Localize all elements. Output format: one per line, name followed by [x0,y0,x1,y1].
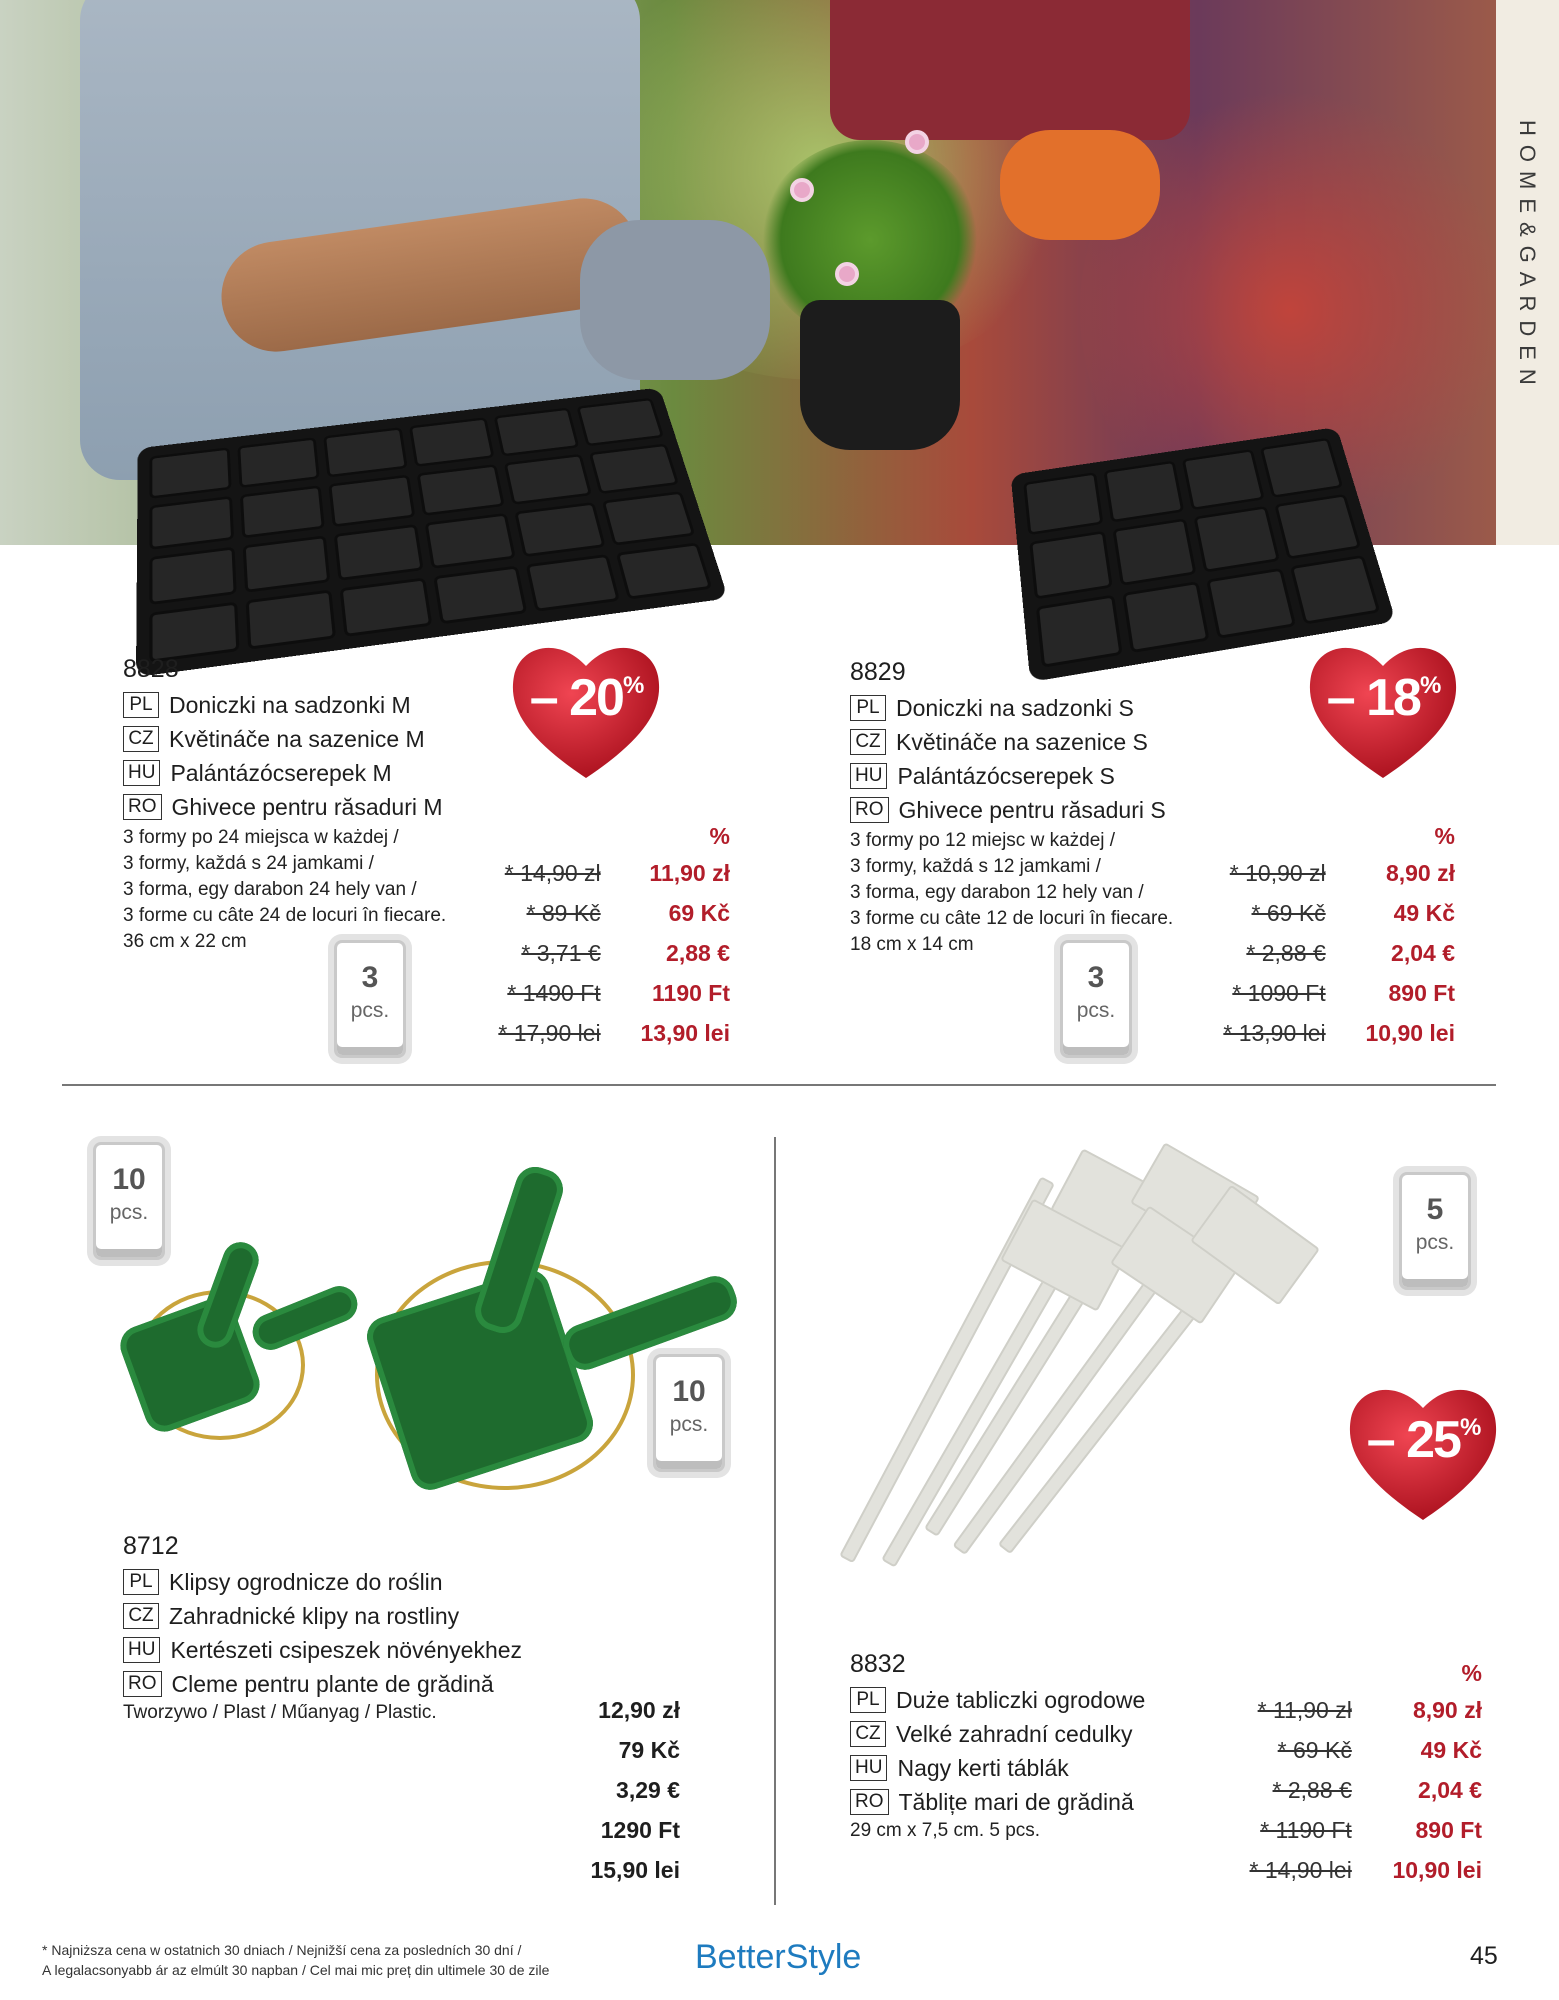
discount-heart [506,628,666,778]
pcs-unit: pcs. [1076,999,1116,1022]
product-name: Tăblițe mari de grădină [898,1789,1134,1815]
product-name: Doniczki na sadzonki M [169,692,411,718]
pcs-tag [93,1142,165,1260]
product-name: Ghivece pentru răsaduri S [898,797,1166,823]
old-price: * 13,90 lei [1223,1019,1326,1046]
product-names [123,688,443,824]
desc-line: 3 formy po 12 miejsc w każdej / [850,830,1116,851]
lang-badge: CZ [123,1603,159,1629]
footnote-line: * Najniższa cena w ostatnich 30 dniach / Nejnižší cena za posledních 30 dní / [42,1942,522,1958]
product-code: 8829 [850,658,906,686]
lang-badge: PL [850,1687,886,1713]
price-list [1195,823,1455,1053]
category-tab [1496,0,1559,545]
discount-pct-label: % [709,823,730,849]
pcs-count: 3 [1087,961,1105,994]
product-name: Palántázócserepek M [170,760,392,786]
product-name: Nagy kerti táblák [897,1755,1069,1781]
pcs-count: 10 [672,1375,706,1408]
section-divider [62,1084,1496,1086]
pcs-unit: pcs. [1415,1231,1455,1254]
old-price: * 1190 Ft [1260,1816,1352,1843]
lang-badge: HU [123,760,160,786]
product-code: 8832 [850,1650,906,1678]
pcs-unit: pcs. [669,1413,709,1436]
new-price: 11,90 zł [649,859,730,886]
lang-badge: HU [850,763,887,789]
desc-line: 3 forme cu câte 24 de locuri în fiecare. [123,905,447,926]
product-names [123,1565,522,1701]
lang-badge: PL [123,1569,159,1595]
discount-heart [1343,1370,1503,1520]
product-name: Duże tabliczki ogrodowe [896,1687,1146,1713]
new-price: 10,90 lei [1365,1019,1455,1046]
old-price: * 14,90 lei [1249,1856,1352,1883]
old-price: * 69 Kč [1251,899,1326,926]
price: 3,29 € [616,1776,680,1803]
lang-badge: RO [123,794,162,820]
lang-badge: RO [850,797,889,823]
new-price: 49 Kč [1393,899,1455,926]
flower-icon [835,262,859,286]
old-price: * 14,90 zł [504,859,601,886]
lang-badge: CZ [850,729,886,755]
product-name: Cleme pentru plante de grădină [171,1671,494,1697]
product-name: Kertészeti csipeszek növényekhez [170,1637,523,1663]
desc-line: Tworzywo / Plast / Műanyag / Plastic. [123,1702,437,1723]
orange-glove [1000,130,1160,240]
old-price: * 17,90 lei [498,1019,601,1046]
new-price: 8,90 zł [1412,1696,1482,1723]
old-price: * 3,71 € [521,939,601,966]
old-price: * 2,88 € [1246,939,1326,966]
lang-badge: RO [850,1789,889,1815]
pcs-count: 10 [112,1163,146,1196]
desc-line: 3 formy, každá s 12 jamkami / [850,856,1101,877]
product-code: 8712 [123,1532,179,1560]
pcs-tag [1399,1172,1471,1290]
pcs-count: 5 [1426,1193,1444,1226]
product-description [850,1818,1040,1844]
product-name: Palántázócserepek S [897,763,1115,789]
new-price: 2,88 € [666,939,730,966]
pcs-count: 3 [361,961,379,994]
lang-badge: HU [850,1755,887,1781]
product-description [123,825,446,955]
flower-icon [905,130,929,154]
desc-line: 3 forma, egy darabon 12 hely van / [850,882,1144,903]
product-name: Velké zahradní cedulky [896,1721,1133,1747]
new-price: 10,90 lei [1392,1856,1482,1883]
product-name: Zahradnické klipy na rostliny [169,1603,460,1629]
old-price: * 1090 Ft [1232,979,1326,1006]
product-code: 8828 [123,655,179,683]
pcs-tag [334,940,406,1058]
desc-line: 36 cm x 22 cm [123,931,247,952]
black-pot [800,300,960,450]
discount-value: – 18% [1326,669,1440,727]
new-price: 1190 Ft [652,979,730,1006]
desc-line: 3 forme cu câte 12 de locuri în fiecare. [850,908,1174,929]
price-list [540,1690,680,1890]
discount-pct-label: % [1434,823,1455,849]
product-name: Klipsy ogrodnicze do roślin [169,1569,443,1595]
lang-badge: RO [123,1671,162,1697]
product-description [850,828,1173,958]
new-price: 890 Ft [1388,979,1455,1006]
product-names [850,691,1166,827]
product-names [850,1683,1145,1819]
new-price: 13,90 lei [640,1019,730,1046]
gray-glove [580,220,770,380]
old-price: * 1490 Ft [507,979,601,1006]
column-divider [774,1137,776,1905]
new-price: 8,90 zł [1385,859,1455,886]
new-price: 2,04 € [1391,939,1455,966]
product-description [123,1700,437,1726]
footnote-line: A legalacsonyabb ár az elmúlt 30 napban / Cel mai mic preț din ultimele 30 de zile [42,1962,550,1978]
pcs-unit: pcs. [350,999,390,1022]
desc-line: 3 forma, egy darabon 24 hely van / [123,879,417,900]
desc-line: 3 formy po 24 miejsca w każdej / [123,827,399,848]
price-list [1220,1660,1482,1890]
price: 15,90 lei [590,1856,680,1883]
old-price: * 10,90 zł [1229,859,1326,886]
lang-badge: PL [850,695,886,721]
old-price: * 11,90 zł [1257,1696,1352,1723]
product-name: Doniczki na sadzonki S [896,695,1134,721]
discount-value: – 25% [1366,1411,1480,1469]
price-list [470,823,730,1053]
flower-icon [790,178,814,202]
new-price: 69 Kč [668,899,730,926]
pcs-tag [1060,940,1132,1058]
old-price: * 2,88 € [1272,1776,1352,1803]
product-name: Květináče na sazenice M [169,726,425,752]
desc-line: 18 cm x 14 cm [850,934,974,955]
discount-pct-label: % [1461,1660,1482,1686]
desc-line: 29 cm x 7,5 cm. 5 pcs. [850,1820,1041,1841]
lang-badge: PL [123,692,159,718]
desc-line: 3 formy, každá s 24 jamkami / [123,853,374,874]
gardener-shirt [830,0,1190,140]
old-price: * 69 Kč [1277,1736,1352,1763]
category-label: HOME&GARDEN [1515,120,1540,394]
price: 1290 Ft [600,1816,680,1843]
page-number: 45 [1470,1942,1498,1970]
pcs-tag [653,1354,725,1472]
price-footnote [42,1940,549,1980]
discount-heart [1303,628,1463,778]
price: 79 Kč [618,1736,680,1763]
old-price: * 89 Kč [526,899,601,926]
discount-value: – 20% [529,669,643,727]
lang-badge: HU [123,1637,160,1663]
product-name: Ghivece pentru răsaduri M [171,794,443,820]
pcs-unit: pcs. [109,1201,149,1224]
brand-logo: BetterStyle [695,1938,862,1976]
product-name: Květináče na sazenice S [896,729,1148,755]
new-price: 2,04 € [1418,1776,1482,1803]
price: 12,90 zł [598,1696,680,1723]
new-price: 890 Ft [1415,1816,1482,1843]
lang-badge: CZ [850,1721,886,1747]
new-price: 49 Kč [1420,1736,1482,1763]
lang-badge: CZ [123,726,159,752]
